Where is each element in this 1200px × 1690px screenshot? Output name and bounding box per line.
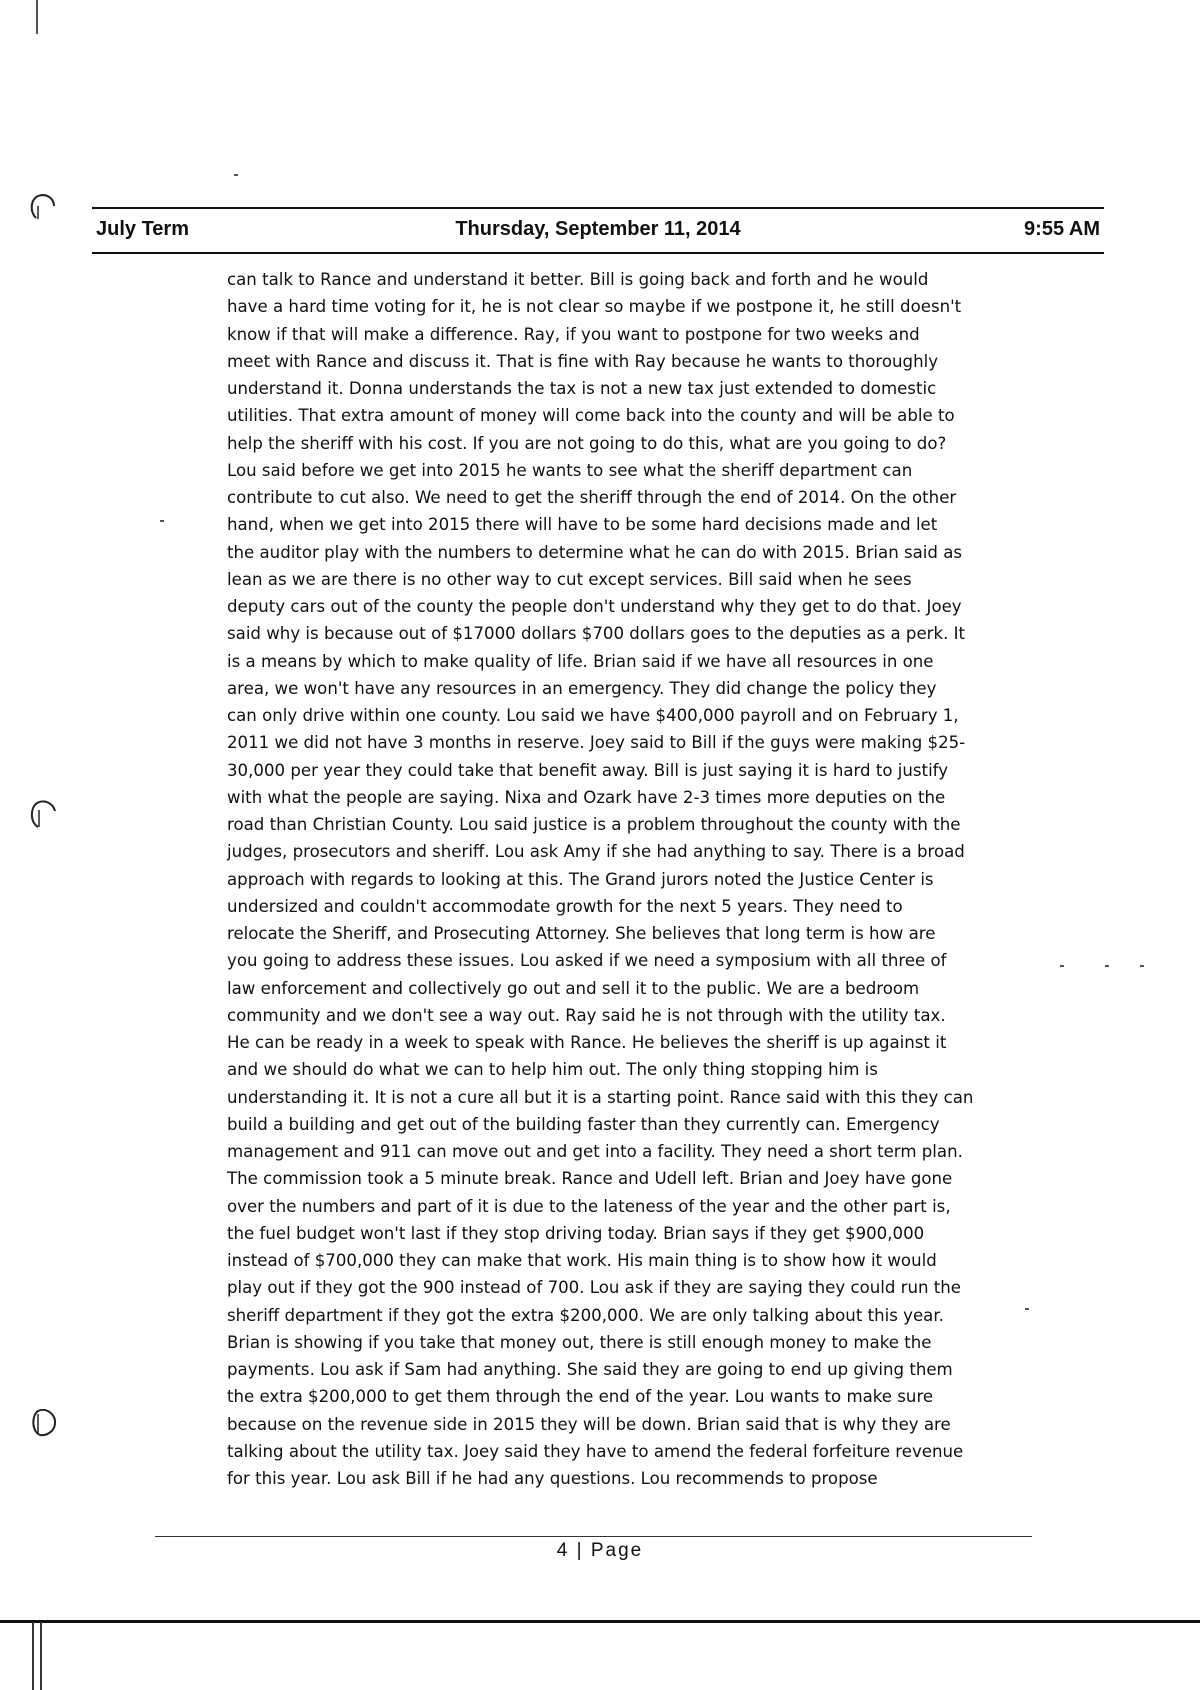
punch-hole-icon xyxy=(28,192,58,224)
binding-mark xyxy=(32,1622,42,1690)
scan-speck xyxy=(160,520,164,522)
meeting-date: Thursday, September 11, 2014 xyxy=(455,218,741,240)
header-rule-bottom xyxy=(92,252,1104,254)
minutes-body-text: can talk to Rance and understand it better. Bill is going back and forth and he would have a hard time voting for it, he is not clear so maybe if we postpone it, he still doesn't know if that will make a difference. Ray, if you want to postpone for two weeks and meet with Rance and discuss it. That is fine with Ray because he wants to thoroughly understand it. Donna understands the tax is not a new tax just extended to domestic utilities. That extra amount of money will come back into the county and will be able to help the sheriff with his cost. If you are not going to do this, what are you going to do? Lou said before we get into 2015 he wants to see what the sheriff department can contribute to cut also. We need to get the sheriff through the end of 2014. On the other hand, when we get into 2015 there will have to be some hard decisions made and let the auditor play with the numbers to determine what he can do with 2015. Brian said as lean as we are there is no other way to cut except services. Bill said when he sees deputy cars out of the county the people don't understand why they get to do that. Joey said why is because out of $17000 dollars $700 dollars goes to the deputies as a perk. It is a means by which to make quality of life. Brian said if we have all resources in one area, we won't have any resources in an emergency. They did change the policy they can only drive within one county. Lou said we have $400,000 payroll and on February 1, 2011 we did not have 3 months in reserve. Joey said to Bill if the guys were making $25- 30,000 per year they could take that benefit away. Bill is just saying it is hard to justify with what the people are saying. Nixa and Ozark have 2-3 times more deputies on the road than Christian County. Lou said justice is a problem throughout the county with the judges, prosecutors and sheriff. Lou ask Amy if she had anything to say. There is a broad approach with regards to looking at this. The Grand jurors noted the Justice Center is undersized and couldn't accommodate growth for the next 5 years. They need to relocate the Sheriff, and Prosecuting Attorney. She believes that long term is how are you going to address these issues. Lou asked if we need a symposium with all three of law enforcement and collectively go out and sell it to the public. We are a bedroom community and we don't see a way out. Ray said he is not through with the utility tax. He can be ready in a week to speak with Rance. He believes the sheriff is up against it and we should do what we can to help him out. The only thing stopping him is understanding it. It is not a cure all but it is a starting point. Rance said with this they can build a building and get out of the building faster than they currently can. Emergency management and 911 can move out and get into a facility. They need a short term plan. The commission took a 5 minute break. Rance and Udell left. Brian and Joey have gone over the numbers and part of it is due to the lateness of the year and the other part is, the fuel budget won't last if they stop driving today. Brian says if they get $900,000 instead of $700,000 they can make that work. His main thing is to show how it would play out if they got the 900 instead of 700. Lou ask if they are saying they could run the sheriff department if they got the extra $200,000. We are only talking about this year. Brian is showing if you take that money out, there is still enough money to make the payments. Lou ask if Sam had anything. She said they are going to end up giving them the extra $200,000 to get them through the end of the year. Lou wants to make sure because on the revenue side in 2015 they will be down. Brian said that is why they are talking about the utility tax. Joey said they have to amend the federal forfeiture revenue for this year. Lou ask Bill if he had any questions. Lou recommends to propose xyxy=(227,270,974,1488)
punch-hole-icon xyxy=(28,798,58,830)
page-header xyxy=(96,218,1100,246)
binding-mark xyxy=(36,0,38,34)
scan-speck xyxy=(1105,965,1109,967)
scan-bottom-edge xyxy=(0,1620,1200,1623)
scan-speck xyxy=(1140,965,1144,967)
header-rule-top xyxy=(92,207,1104,209)
scan-speck xyxy=(234,174,238,176)
footer-rule xyxy=(155,1536,1032,1537)
page-number: 4 | Page xyxy=(556,1540,644,1561)
scan-speck xyxy=(1060,965,1064,967)
punch-hole-icon xyxy=(28,1406,58,1438)
term-label: July Term xyxy=(96,218,189,240)
meeting-time: 9:55 AM xyxy=(1024,218,1100,240)
